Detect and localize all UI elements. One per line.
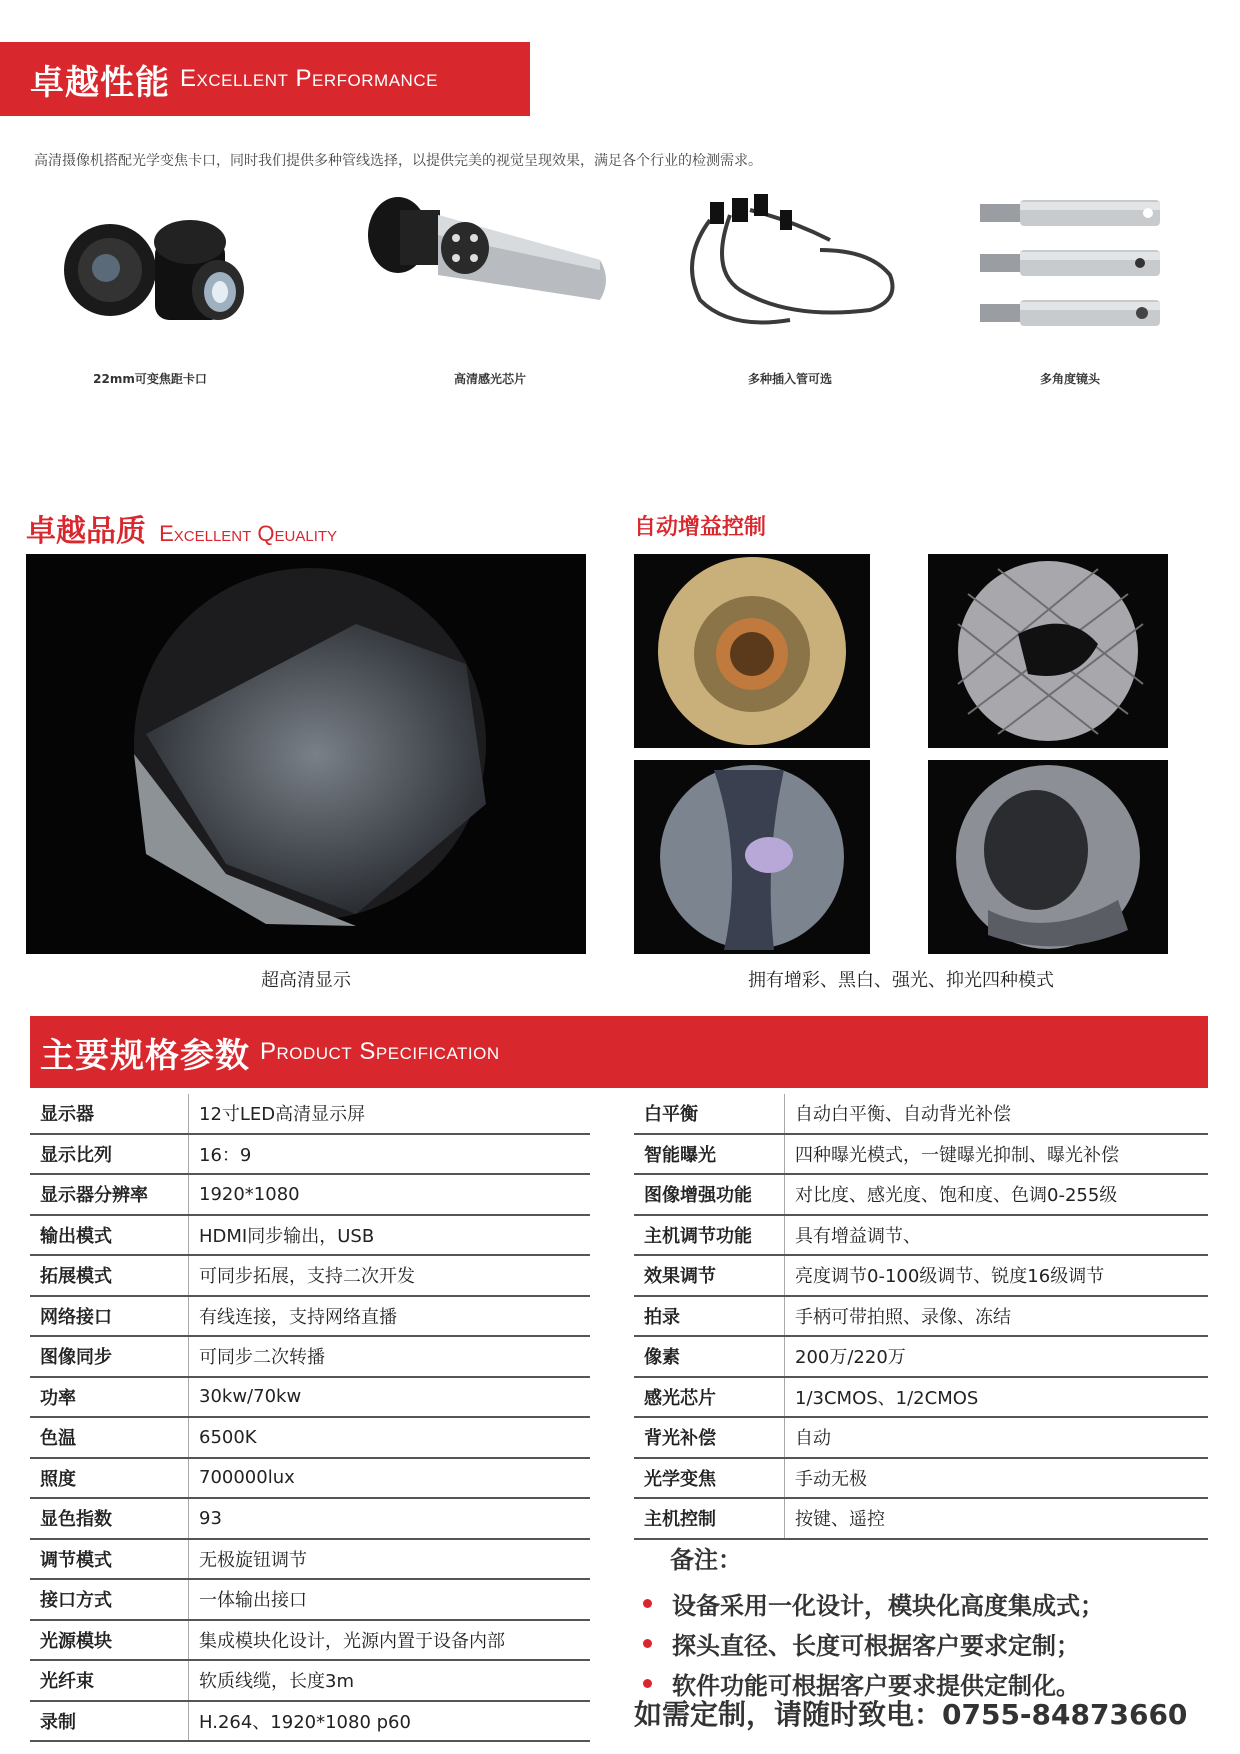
agc-image-weld (634, 760, 870, 954)
spec-row (30, 1094, 590, 1134)
spec-value: 1920*1080 (189, 1174, 591, 1215)
quality-title (26, 506, 337, 550)
product-item (670, 180, 910, 386)
performance-banner (0, 42, 530, 116)
product-item (970, 180, 1170, 386)
spec-value: 按键、遥控 (785, 1498, 1209, 1539)
performance-title-zh: 卓越性能 (30, 62, 170, 103)
spec-row (30, 1539, 590, 1580)
spec-value: 一体输出接口 (189, 1579, 591, 1620)
spec-key: 背光补偿 (634, 1417, 785, 1458)
spec-row (30, 1620, 590, 1661)
spec-row (634, 1458, 1208, 1499)
spec-row (634, 1094, 1208, 1134)
spec-value: 手柄可带拍照、录像、冻结 (785, 1296, 1209, 1337)
main-inspection-image (26, 554, 586, 954)
spec-key: 智能曝光 (634, 1134, 785, 1175)
spec-value: 有线连接，支持网络直播 (189, 1296, 591, 1337)
performance-title-en: Excellent Performance (180, 65, 438, 92)
agc-image-pipe (928, 760, 1168, 954)
spec-value: 6500K (189, 1417, 591, 1458)
agc-title: 自动增益控制 (634, 515, 767, 540)
spec-key: 图像增强功能 (634, 1174, 785, 1215)
spec-key: 白平衡 (634, 1094, 785, 1134)
bullet-icon (643, 1599, 652, 1608)
spec-row (634, 1417, 1208, 1458)
spec-key: 拓展模式 (30, 1255, 189, 1296)
spec-row (634, 1215, 1208, 1256)
product-caption: 高清感光芯片 (453, 372, 526, 386)
spec-value: 700000lux (189, 1458, 591, 1499)
spec-value: 无极旋钮调节 (189, 1539, 591, 1580)
spec-key: 显示器分辨率 (30, 1174, 189, 1215)
spec-value: 93 (189, 1498, 591, 1539)
spec-row (30, 1134, 590, 1175)
spec-key: 输出模式 (30, 1215, 189, 1256)
spec-value: 具有增益调节、 (785, 1215, 1209, 1256)
spec-row (30, 1417, 590, 1458)
spec-key: 光纤束 (30, 1660, 189, 1701)
spec-value: 软质线缆，长度3m (189, 1660, 591, 1701)
quality-title-en: Excellent Qeuality (159, 521, 338, 546)
performance-intro: 高清摄像机搭配光学变焦卡口，同时我们提供多种管线选择，以提供完美的视觉呈现效果，满足各个行业的检测需求。 (34, 153, 762, 169)
spec-key: 功率 (30, 1377, 189, 1418)
spec-row (634, 1498, 1208, 1539)
spec-key: 显色指数 (30, 1498, 189, 1539)
contact-line: 如需定制，请随时致电：0755-84873660 (634, 1698, 1188, 1731)
note-text: 探头直径、长度可根据客户要求定制； (672, 1631, 1080, 1660)
spec-table-left (30, 1094, 590, 1742)
product-item (40, 180, 260, 386)
specification-title-en: Product Specification (260, 1038, 500, 1065)
spec-row (30, 1215, 590, 1256)
spec-key: 主机调节功能 (634, 1215, 785, 1256)
spec-key: 感光芯片 (634, 1377, 785, 1418)
specification-banner (30, 1016, 1208, 1088)
spec-value: 16：9 (189, 1134, 591, 1175)
spec-value: 可同步拓展，支持二次开发 (189, 1255, 591, 1296)
spec-row (634, 1336, 1208, 1377)
main-image-caption: 超高清显示 (261, 970, 351, 991)
angled-lens-icon (970, 180, 1170, 340)
spec-row (30, 1498, 590, 1539)
spec-key: 录制 (30, 1701, 189, 1742)
spec-row (30, 1579, 590, 1620)
notes-title: 备注： (670, 1546, 742, 1574)
spec-table-right (634, 1094, 1208, 1540)
spec-value: 1/3CMOS、1/2CMOS (785, 1377, 1209, 1418)
spec-key: 图像同步 (30, 1336, 189, 1377)
notes-block (640, 1540, 1104, 1703)
spec-row (634, 1174, 1208, 1215)
spec-value: 30kw/70kw (189, 1377, 591, 1418)
spec-row (30, 1377, 590, 1418)
spec-key: 拍录 (634, 1296, 785, 1337)
spec-key: 显示器 (30, 1094, 189, 1134)
specification-title-zh: 主要规格参数 (40, 1035, 250, 1076)
spec-key: 接口方式 (30, 1579, 189, 1620)
spec-key: 色温 (30, 1417, 189, 1458)
product-caption: 22mm可变焦距卡口 (93, 372, 207, 386)
product-caption: 多种插入管可选 (747, 372, 832, 386)
spec-row (634, 1296, 1208, 1337)
quality-title-zh: 卓越品质 (26, 514, 146, 549)
spec-value: 自动白平衡、自动背光补偿 (785, 1094, 1209, 1134)
spec-row (30, 1336, 590, 1377)
modes-caption: 拥有增彩、黑白、强光、抑光四种模式 (748, 970, 1054, 991)
bullet-icon (643, 1639, 652, 1648)
note-text: 设备采用一化设计，模块化高度集成式； (672, 1591, 1104, 1620)
spec-value: 手动无极 (785, 1458, 1209, 1499)
coupler-lens-icon (40, 180, 260, 340)
spec-value: 亮度调节0-100级调节、锐度16级调节 (785, 1255, 1209, 1296)
agc-image-mesh (928, 554, 1168, 748)
spec-value: 可同步二次转播 (189, 1336, 591, 1377)
spec-value: 自动 (785, 1417, 1209, 1458)
agc-image-brass (634, 554, 870, 748)
spec-key: 像素 (634, 1336, 785, 1377)
spec-value: HDMI同步输出，USB (189, 1215, 591, 1256)
spec-key: 效果调节 (634, 1255, 785, 1296)
product-item (360, 180, 620, 386)
spec-key: 网络接口 (30, 1296, 189, 1337)
spec-key: 显示比列 (30, 1134, 189, 1175)
spec-value: 200万/220万 (785, 1336, 1209, 1377)
spec-value: H.264、1920*1080 p60 (189, 1701, 591, 1742)
note-text: 软件功能可根据客户要求提供定制化。 (672, 1671, 1080, 1700)
spec-value: 集成模块化设计，光源内置于设备内部 (189, 1620, 591, 1661)
spec-key: 主机控制 (634, 1498, 785, 1539)
note-item (640, 1623, 1104, 1663)
spec-value: 12寸LED高清显示屏 (189, 1094, 591, 1134)
spec-key: 照度 (30, 1458, 189, 1499)
camera-handle-icon (360, 180, 620, 340)
spec-row (30, 1174, 590, 1215)
note-item (640, 1583, 1104, 1623)
spec-row (634, 1134, 1208, 1175)
spec-key: 调节模式 (30, 1539, 189, 1580)
spec-key: 光源模块 (30, 1620, 189, 1661)
spec-row (30, 1660, 590, 1701)
insertion-tube-icon (670, 180, 910, 340)
spec-value: 对比度、感光度、饱和度、色调0-255级 (785, 1174, 1209, 1215)
spec-row (634, 1255, 1208, 1296)
spec-row (30, 1701, 590, 1742)
spec-row (634, 1377, 1208, 1418)
spec-row (30, 1296, 590, 1337)
spec-key: 光学变焦 (634, 1458, 785, 1499)
product-caption: 多角度镜头 (1039, 372, 1100, 386)
spec-row (30, 1458, 590, 1499)
spec-row (30, 1255, 590, 1296)
spec-value: 四种曝光模式，一键曝光抑制、曝光补偿 (785, 1134, 1209, 1175)
bullet-icon (643, 1679, 652, 1688)
